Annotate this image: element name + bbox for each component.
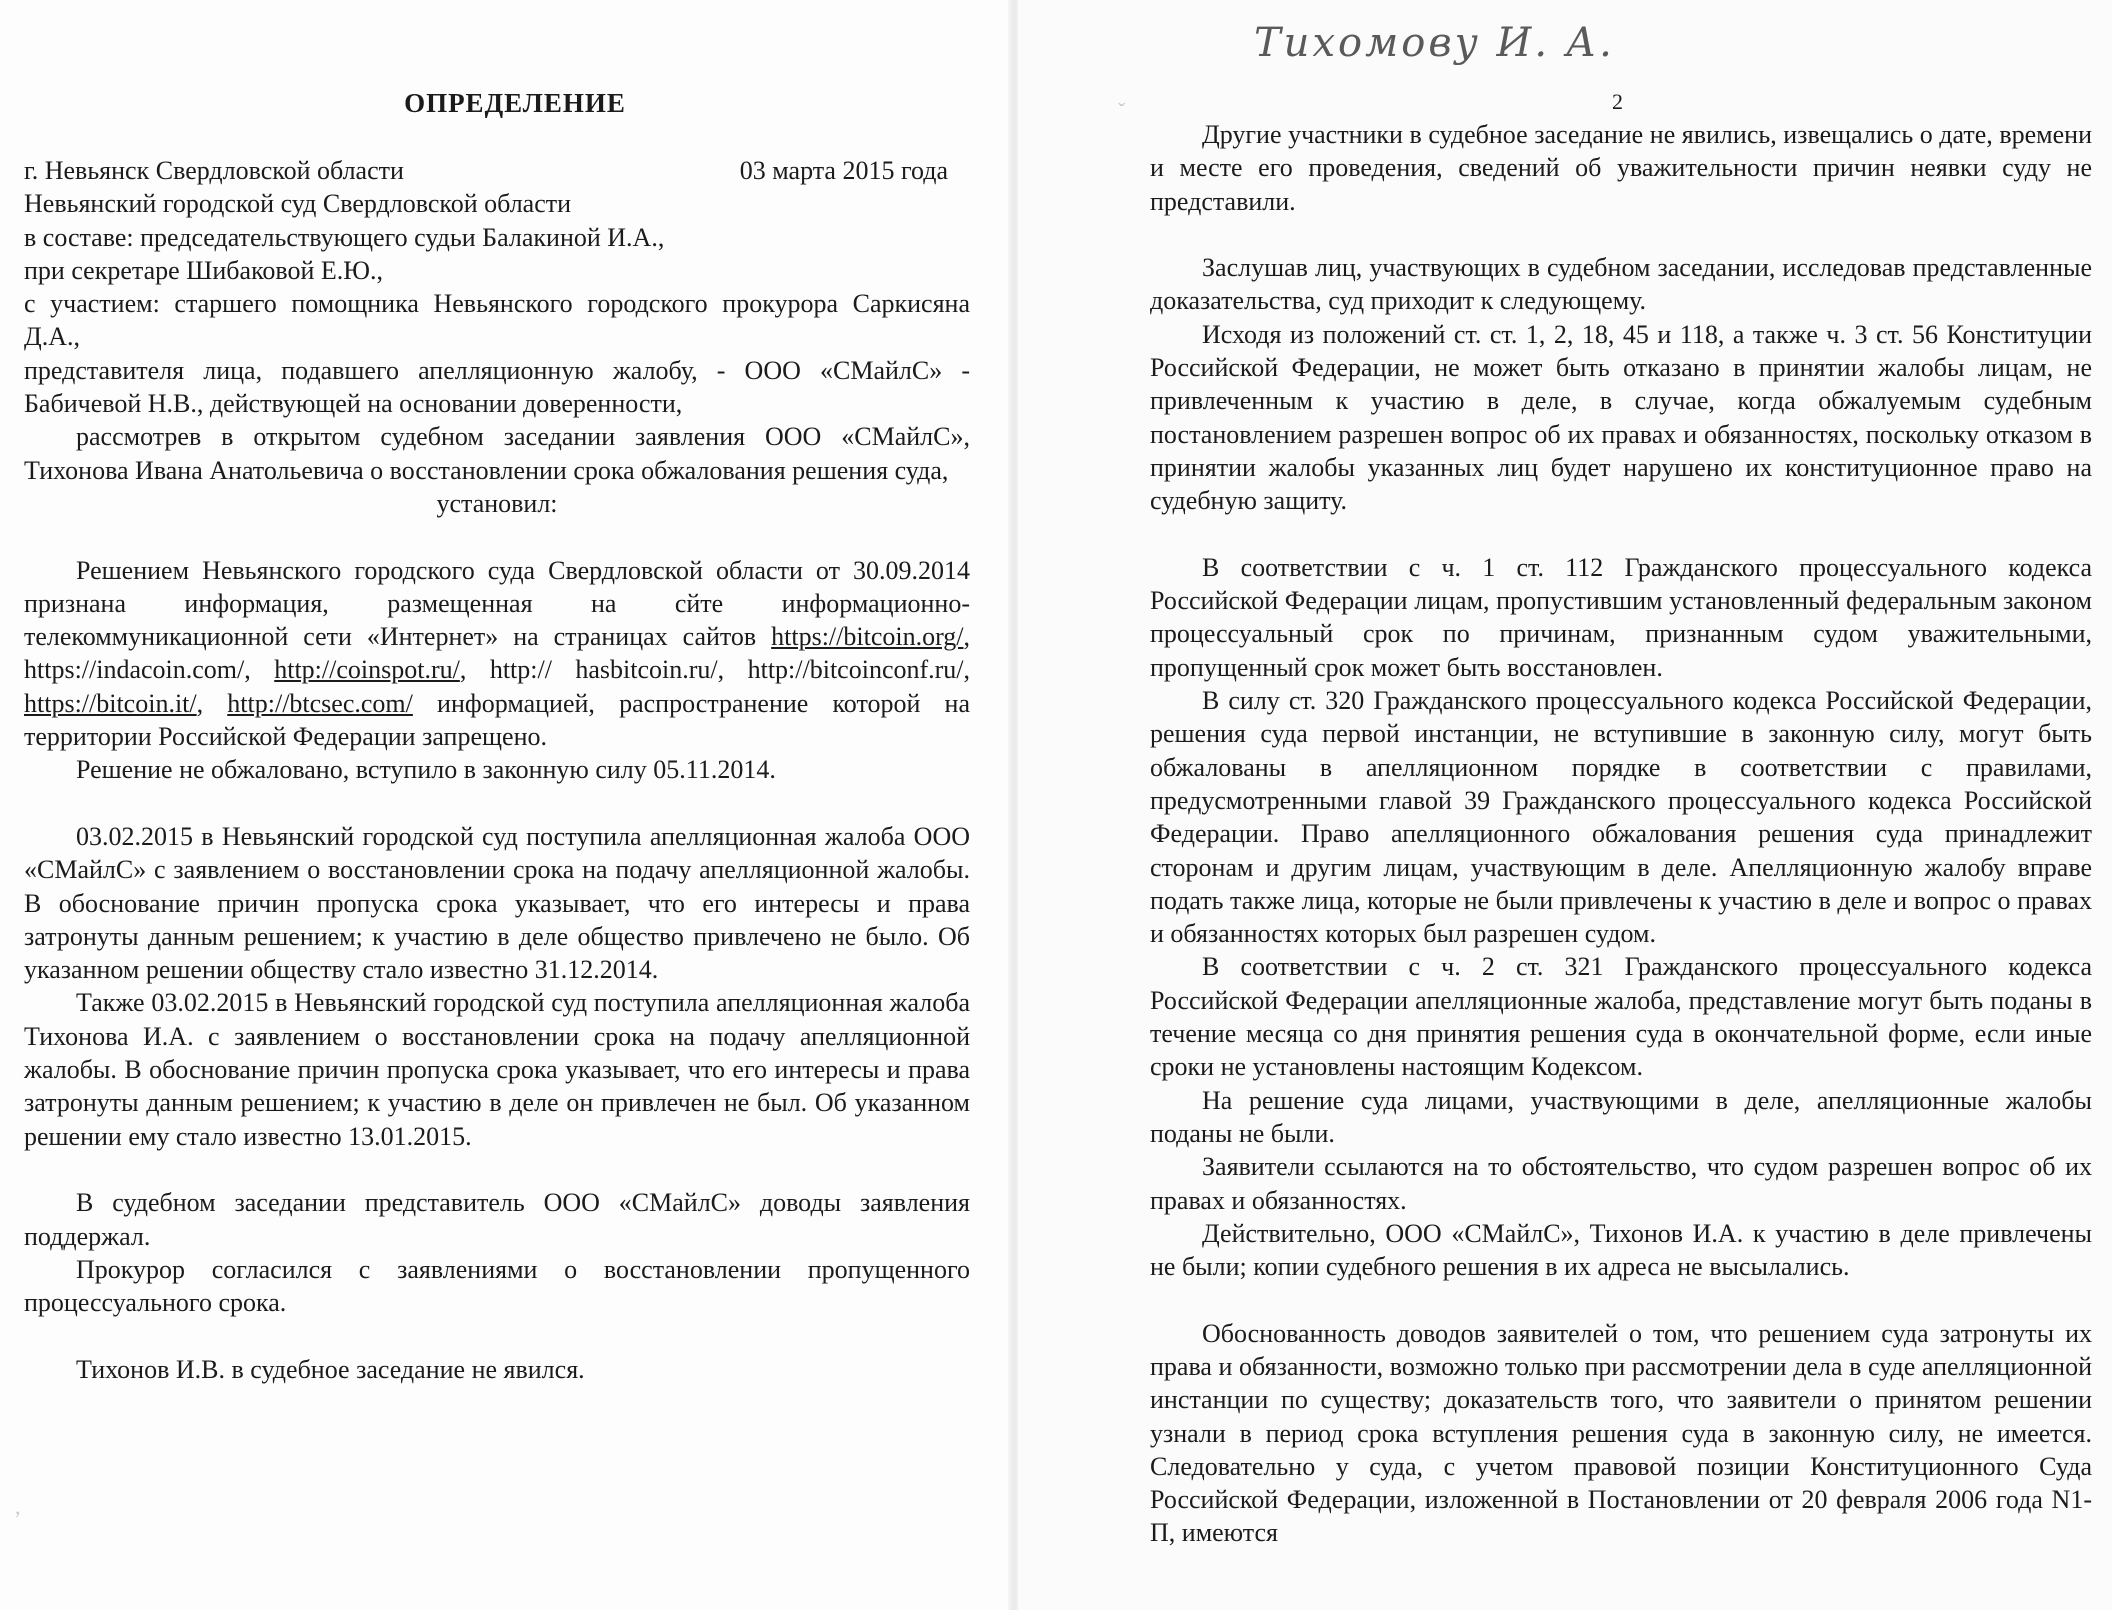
right-paragraph: В силу ст. 320 Гражданского процессуального кодекса Российской Федерации, решения суда первой инстанции, не вступившие в законную силу, могут быть обжалованы в апелляционном порядке в соответствии с правилами, предусмотренными главой 39 Гражданского процессуального кодекса Российской Федерации. Право апелляционного обжалования решения суда принадлежит сторонам и другим лицам, участвующим в деле. Апелляционную жалобу вправе подать также лица, которые не были привлечены к участию в деле и вопрос о правах и обязанностях которых был разрешен судом.	[1150, 686, 2092, 949]
decision-paragraph	[24, 554, 970, 754]
date-text: 03 марта 2015 года	[739, 156, 948, 185]
decision-start-text: Решением Невьянского городского суда Свердловской области от 30.09.2014 признана информация, размещенная на сйте информационно-телекоммуникационной сети «Интернет» на страницах сайтов	[24, 555, 970, 652]
judge-line: в составе: председательствующего судьи Балакиной И.А.,	[24, 222, 665, 252]
document-title: ОПРЕДЕЛЕНИЕ	[404, 88, 626, 118]
right-paragraph: В соответствии с ч. 1 ст. 112 Гражданского процессуального кодекса Российской Федерации лицам, пропустившим установленный федеральным законом процессуальный срок по причинам, признанным судом уважительными, пропущенный срок может быть восстановлен.	[1150, 552, 2092, 682]
site-hasbitcoin: http:// hasbitcoin.ru/,	[489, 655, 725, 685]
right-paragraph: Заявители ссылаются на то обстоятельство, что судом разрешен вопрос об их правах и обязанностях.	[1150, 1152, 2092, 1215]
left-paragraph: 03.02.2015 в Невьянский городской суд поступила апелляционная жалоба ООО «СМайлС» с заявлением о восстановлении срока на подачу апелляционной жалобы. В обоснование причин пропуска срока указывает, что его интересы и права затронуты данным решением; к участию в деле общество привлечено не было. Об указанном решении обществу стало известно 31.12.2014.	[24, 821, 970, 985]
secretary-line: при секретаре Шибаковой Е.Ю.,	[24, 255, 383, 285]
right-paragraph: В соответствии с ч. 2 ст. 321 Гражданского процессуального кодекса Российской Федерации апелляционные жалоба, представление могут быть поданы в течение месяца со дня принятия решения суда в окончательной форме, если иные сроки не установлены настоящим Кодексом.	[1150, 952, 2092, 1082]
right-paragraph: На решение суда лицами, участвующими в деле, апелляционные жалобы поданы не были.	[1150, 1085, 2092, 1148]
site-link-bitcoin-it[interactable]: https://bitcoin.it/	[24, 688, 197, 718]
right-paragraph: Заслушав лиц, участвующих в судебном заседании, исследовав представленные доказательства, суд приходит к следующему.	[1150, 253, 2092, 316]
left-paragraph: Также 03.02.2015 в Невьянский городской суд поступила апелляционная жалоба Тихонова И.А. с заявлением о восстановлении срока на подачу апелляционной жалобы. В обоснование причин пропуска срока указывает, что его интересы и права затронуты данным решением; к участию в деле он привлечен не был. Об указанном решении ему стало известно 13.01.2015.	[24, 988, 970, 1151]
site-indacoin: https://indacoin.com/,	[24, 655, 251, 685]
site-link-bitcoin-org[interactable]: https://bitcoin.org/	[771, 622, 964, 652]
right-column	[1150, 118, 2092, 1550]
considered-paragraph: рассмотрев в открытом судебном заседании заявления ООО «СМайлС», Тихонова Ивана Анатольевича о восстановлении срока обжалования решения суда,	[24, 422, 970, 485]
left-paragraph: Решение не обжаловано, вступило в законную силу 05.11.2014.	[76, 755, 776, 785]
left-column	[24, 154, 970, 1386]
handwritten-note-text: Тихомову И. А.	[1254, 20, 1615, 66]
site-bitcoinconf: http://bitcoinconf.ru/,	[747, 655, 971, 685]
established-heading: установил:	[436, 488, 558, 518]
site-link-btcsec[interactable]: http://btcsec.com/	[227, 688, 413, 718]
right-paragraph: Действительно, ООО «СМайлС», Тихонов И.А. к участию в деле привлечены не были; копии судебного решения в их адреса не высылались.	[1150, 1218, 2092, 1282]
right-paragraph: Обоснованность доводов заявителей о том, что решением суда затронуты их права и обязанности, возможно только при рассмотрении дела в суде апелляционной инстанции по существу; доказательств того, что заявители о принятом решении узнали в период срока вступления решения суда в законную силу, не имеется. Следовательно у суда, с учетом правовой позиции Конституционного Суда Российской Федерации, изложенной в Постановлении от 20 февраля 2006 года N1-П, имеются	[1150, 1318, 2092, 1548]
site-separator: ,	[963, 622, 970, 652]
left-paragraph: Прокурор согласился с заявлениями о восстановлении пропущенного процессуального срока.	[24, 1254, 970, 1318]
right-paragraph: Другие участники в судебное заседание не явились, извещались о дате, времени и месте его проведения, сведений об уважительности причин неявки суду не представили.	[1150, 120, 2092, 216]
handwritten-note	[1248, 14, 1628, 74]
site-link-coinspot[interactable]: http://coinspot.ru/	[274, 655, 460, 685]
scan-mark-tick: ‚	[14, 1494, 22, 1519]
right-paragraph: Исходя из положений ст. ст. 1, 2, 18, 45 и 118, а также ч. 3 ст. 56 Конституции Российской Федерации, не может быть отказано в принятии жалобы лицам, не привлеченным к участию в деле, в случае, когда обжалуемым судебным постановлением разрешен вопрос об их правах и обязанностях, поскольку отказом в принятии жалобы указанных лиц будет нарушено их конституционное право на судебную защиту.	[1150, 319, 2092, 516]
site-separator: ,	[196, 688, 204, 718]
place-date-row	[24, 154, 970, 187]
scan-mark-check: ˇ	[1118, 98, 1126, 123]
representative-line: представителя лица, подавшего апелляционную жалобу, - ООО «СМайлС» - Бабичевой Н.В., действующей на основании доверенности,	[24, 355, 970, 419]
court-line: Невьянский городской суд Свердловской области	[24, 189, 572, 219]
left-paragraph: В судебном заседании представитель ООО «СМайлС» доводы заявления поддержал.	[24, 1188, 970, 1251]
left-paragraph: Тихонов И.В. в судебное заседание не явился.	[76, 1354, 585, 1384]
city-text: г. Невьянск Свердловской области	[24, 156, 404, 185]
page-number: 2	[1612, 89, 1623, 114]
decision-end-text: информацией, распространение которой на территории Российской Федерации запрещено.	[24, 688, 971, 752]
site-separator: ,	[459, 655, 467, 685]
prosecutor-line: с участием: старшего помощника Невьянского городского прокурора Саркисяна Д.А.,	[24, 289, 970, 352]
